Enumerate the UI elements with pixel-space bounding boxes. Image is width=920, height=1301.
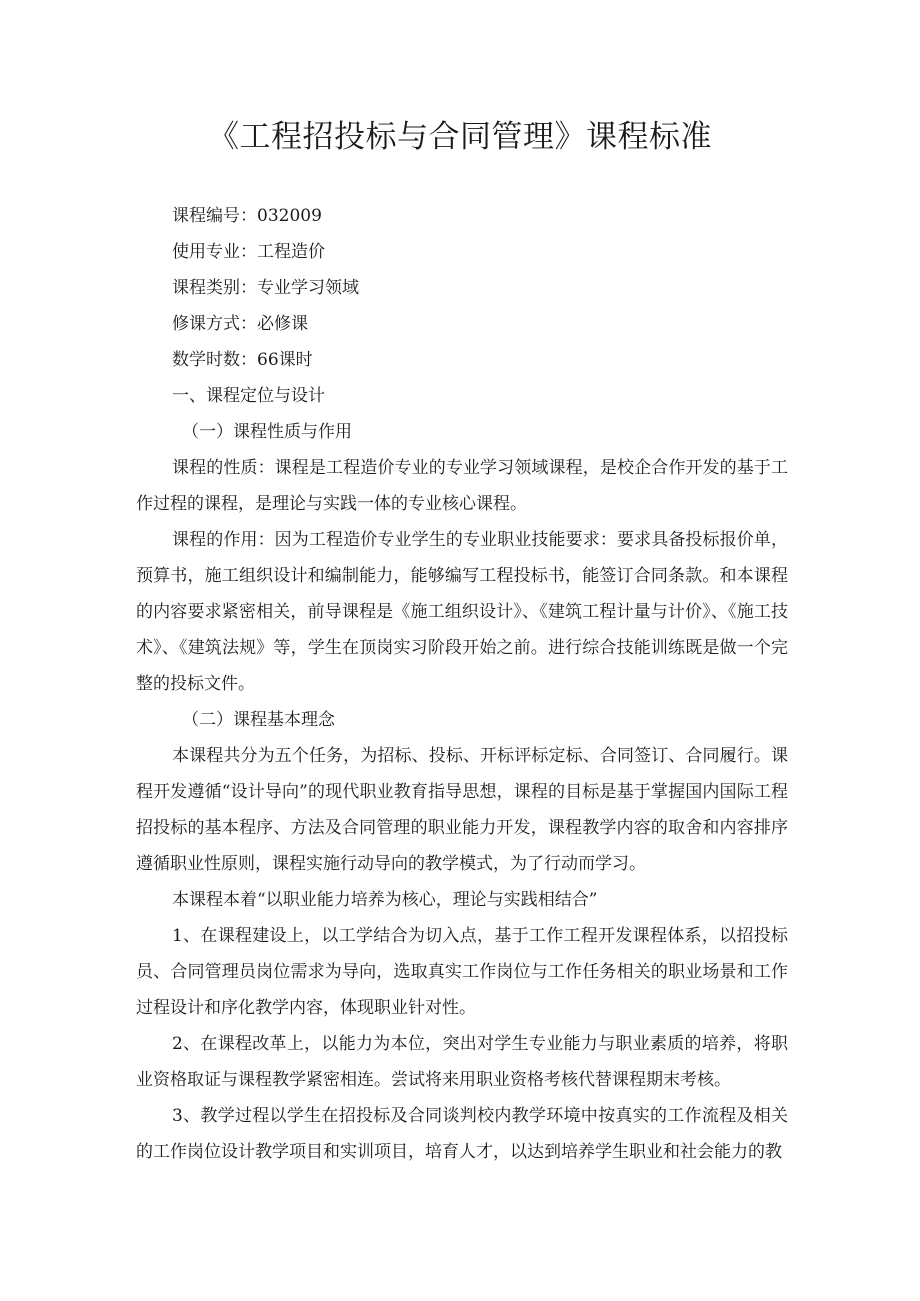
- paragraph-course-role: 课程的作用：因为工程造价专业学生的专业职业技能要求：要求具备投标报价单，预算书，施工组织设计和编制能力，能够编写工程投标书，能签订合同条款。和本课程的内容要求紧密相关，前导课程是《施工组织设计》、《建筑工程计量与计价》、《施工技术》、《建筑法规》等，学生在顶岗实习阶段开始之前。进行综合技能训练既是做一个完整的投标文件。: [136, 530, 788, 694]
- subsection-heading-nature: （一）课程性质与作用: [182, 422, 352, 442]
- section-heading-positioning: 一、课程定位与设计: [172, 386, 325, 406]
- paragraph-course-nature: 课程的性质：课程是工程造价专业的专业学习领域课程，是校企合作开发的基于工作过程的课程，是理论与实践一体的专业核心课程。: [136, 458, 788, 514]
- paragraph-course-tasks: 本课程共分为五个任务，为招标、投标、开标评标定标、合同签订、合同履行。课程开发遵循“设计导向”的现代职业教育指导思想，课程的目标是基于掌握国内国际工程招投标的基本程序、方法及合同管理的职业能力开发，课程教学内容的取舍和内容排序遵循职业性原则，课程实施行动导向的教学模式，为了行动而学习。: [136, 746, 788, 874]
- course-mode: 修课方式：必修课: [172, 314, 308, 334]
- paragraph-point-2: 2、在课程改革上，以能力为本位，突出对学生专业能力与职业素质的培养，将职业资格取证与课程教学紧密相连。尝试将来用职业资格考核代替课程期末考核。: [136, 1034, 788, 1090]
- document-title: 《工程招投标与合同管理》课程标准: [208, 119, 712, 155]
- document-body: [136, 198, 788, 1170]
- subsection-heading-concept: （二）课程基本理念: [182, 710, 335, 730]
- paragraph-course-principle: 本课程本着“以职业能力培养为核心，理论与实践相结合”: [172, 890, 598, 910]
- teaching-hours: 数学时数：66课时: [172, 350, 313, 370]
- paragraph-point-3: 3、教学过程以学生在招投标及合同谈判校内教学环境中按真实的工作流程及相关的工作岗位设计教学项目和实训项目，培育人才，以达到培养学生职业和社会能力的教: [136, 1106, 788, 1162]
- paragraph-point-1: 1、在课程建设上，以工学结合为切入点，基于工作工程开发课程体系，以招投标员、合同管理员岗位需求为导向，选取真实工作岗位与工作任务相关的职业场景和工作过程设计和序化教学内容，体现职业针对性。: [136, 926, 788, 1018]
- applicable-major: 使用专业：工程造价: [172, 242, 325, 262]
- course-category: 课程类别：专业学习领域: [172, 278, 359, 298]
- course-code: 课程编号：032009: [172, 206, 322, 226]
